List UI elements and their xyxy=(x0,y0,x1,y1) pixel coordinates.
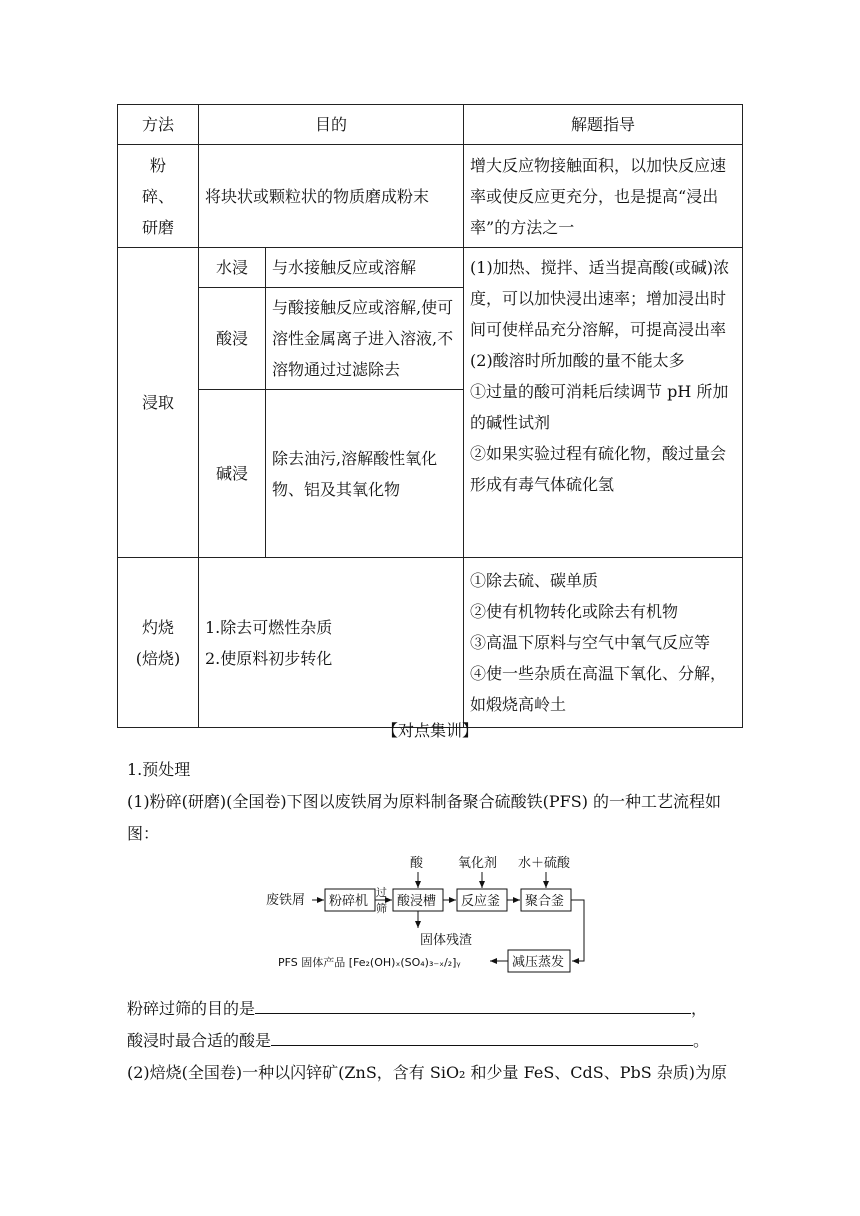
guide-roast-line: ②使有机物转化或除去有机物 xyxy=(470,602,679,621)
sub-alkali: 碱浸 xyxy=(199,390,266,558)
method-crush-label: 粉碎、研磨 xyxy=(141,155,174,237)
flow-product: PFS 固体产品 [Fe₂(OH)ₓ(SO₄)₃₋ₓ/₂]ᵧ xyxy=(278,956,461,969)
method-roast-label: 灼烧(焙烧) xyxy=(135,617,181,668)
guide-leach xyxy=(464,248,743,558)
answer-blank-1[interactable] xyxy=(255,993,691,1014)
question-1-blank-2 xyxy=(127,1025,747,1057)
question-1-text: (1)粉碎(研磨)(全国卷)下图以废铁屑为原料制备聚合硫酸铁(PFS) 的一种工艺流程如图： xyxy=(127,792,722,843)
sub-water: 水浸 xyxy=(199,248,266,288)
purpose-acid: 与酸接触反应或溶解,使可溶性金属离子进入溶液,不溶物通过过滤除去 xyxy=(266,288,464,390)
flow-box-crusher-label: 粉碎机 xyxy=(329,894,369,909)
flow-input-oxidant: 氧化剂 xyxy=(458,856,498,871)
question-1-blank-1 xyxy=(127,993,747,1025)
question-2-text: (2)焙烧(全国卷)一种以闪锌矿(ZnS，含有 SiO₂ 和少量 FeS、CdS、PbS 杂质)为原 xyxy=(127,1063,728,1082)
sub-acid: 酸浸 xyxy=(199,288,266,390)
section-title: 【对点集训】 xyxy=(381,721,478,740)
guide-crush: 增大反应物接触面积，以加快反应速率或使反应更充分，也是提高“浸出率”的方法之一 xyxy=(464,145,743,248)
header-guide: 解题指导 xyxy=(464,105,743,145)
blank-2-suffix: 。 xyxy=(693,1031,710,1050)
blank-2-prefix: 酸浸时最合适的酸是 xyxy=(127,1031,272,1050)
guide-roast xyxy=(464,558,743,728)
purpose-roast-line: 1.除去可燃性杂质 xyxy=(205,617,333,637)
method-table xyxy=(117,104,743,728)
method-crush xyxy=(118,145,199,248)
purpose-alkali: 除去油污,溶解酸性氧化物、铝及其氧化物 xyxy=(266,390,464,558)
flow-filter-label-1: 过 xyxy=(376,886,387,899)
flow-box-polymerizer-label: 聚合釜 xyxy=(525,894,565,909)
header-method: 方法 xyxy=(118,105,199,145)
guide-leach-line: ②如果实验过程有硫化物，酸过量会形成有毒气体硫化氢 xyxy=(470,444,727,494)
purpose-roast-line: 2.使原料初步转化 xyxy=(205,648,333,668)
flow-filter-label-2: 筛 xyxy=(376,902,387,915)
purpose-crush: 将块状或颗粒状的物质磨成粉末 xyxy=(199,145,464,248)
process-flow-diagram xyxy=(262,854,602,982)
blank-1-prefix: 粉碎过筛的目的是 xyxy=(127,999,256,1018)
question-heading: 1.预处理 xyxy=(127,760,191,779)
guide-roast-line: ①除去硫、碳单质 xyxy=(470,571,599,590)
flow-input-acid: 酸 xyxy=(410,856,424,871)
purpose-roast xyxy=(199,558,464,728)
method-leach: 浸取 xyxy=(118,248,199,558)
flow-box-evaporator-label: 减压蒸发 xyxy=(512,955,565,970)
flow-residue: 固体残渣 xyxy=(420,933,473,948)
guide-leach-line: ①过量的酸可消耗后续调节 pH 所加的碱性试剂 xyxy=(470,382,729,432)
method-roast xyxy=(118,558,199,728)
flow-box-reactor-label: 反应釜 xyxy=(461,894,501,909)
guide-leach-line: (1)加热、搅拌、适当提高酸(或碱)浓度，可以加快浸出速率；增加浸出时间可使样品充分溶解，可提高浸出率 xyxy=(470,258,730,339)
guide-leach-line: (2)酸溶时所加酸的量不能太多 xyxy=(470,351,685,370)
blank-1-suffix: ， xyxy=(691,999,708,1018)
flow-start: 废铁屑 xyxy=(266,893,306,908)
guide-roast-line: ④使一些杂质在高温下氧化、分解，如煅烧高岭土 xyxy=(470,664,727,714)
answer-blank-2[interactable] xyxy=(271,1025,693,1046)
flow-box-acid-tank-label: 酸浸槽 xyxy=(397,894,437,909)
purpose-water: 与水接触反应或溶解 xyxy=(266,248,464,288)
header-purpose: 目的 xyxy=(199,105,464,145)
flow-input-water-acid: 水＋硫酸 xyxy=(518,856,571,871)
guide-roast-line: ③高温下原料与空气中氧气反应等 xyxy=(470,633,711,652)
